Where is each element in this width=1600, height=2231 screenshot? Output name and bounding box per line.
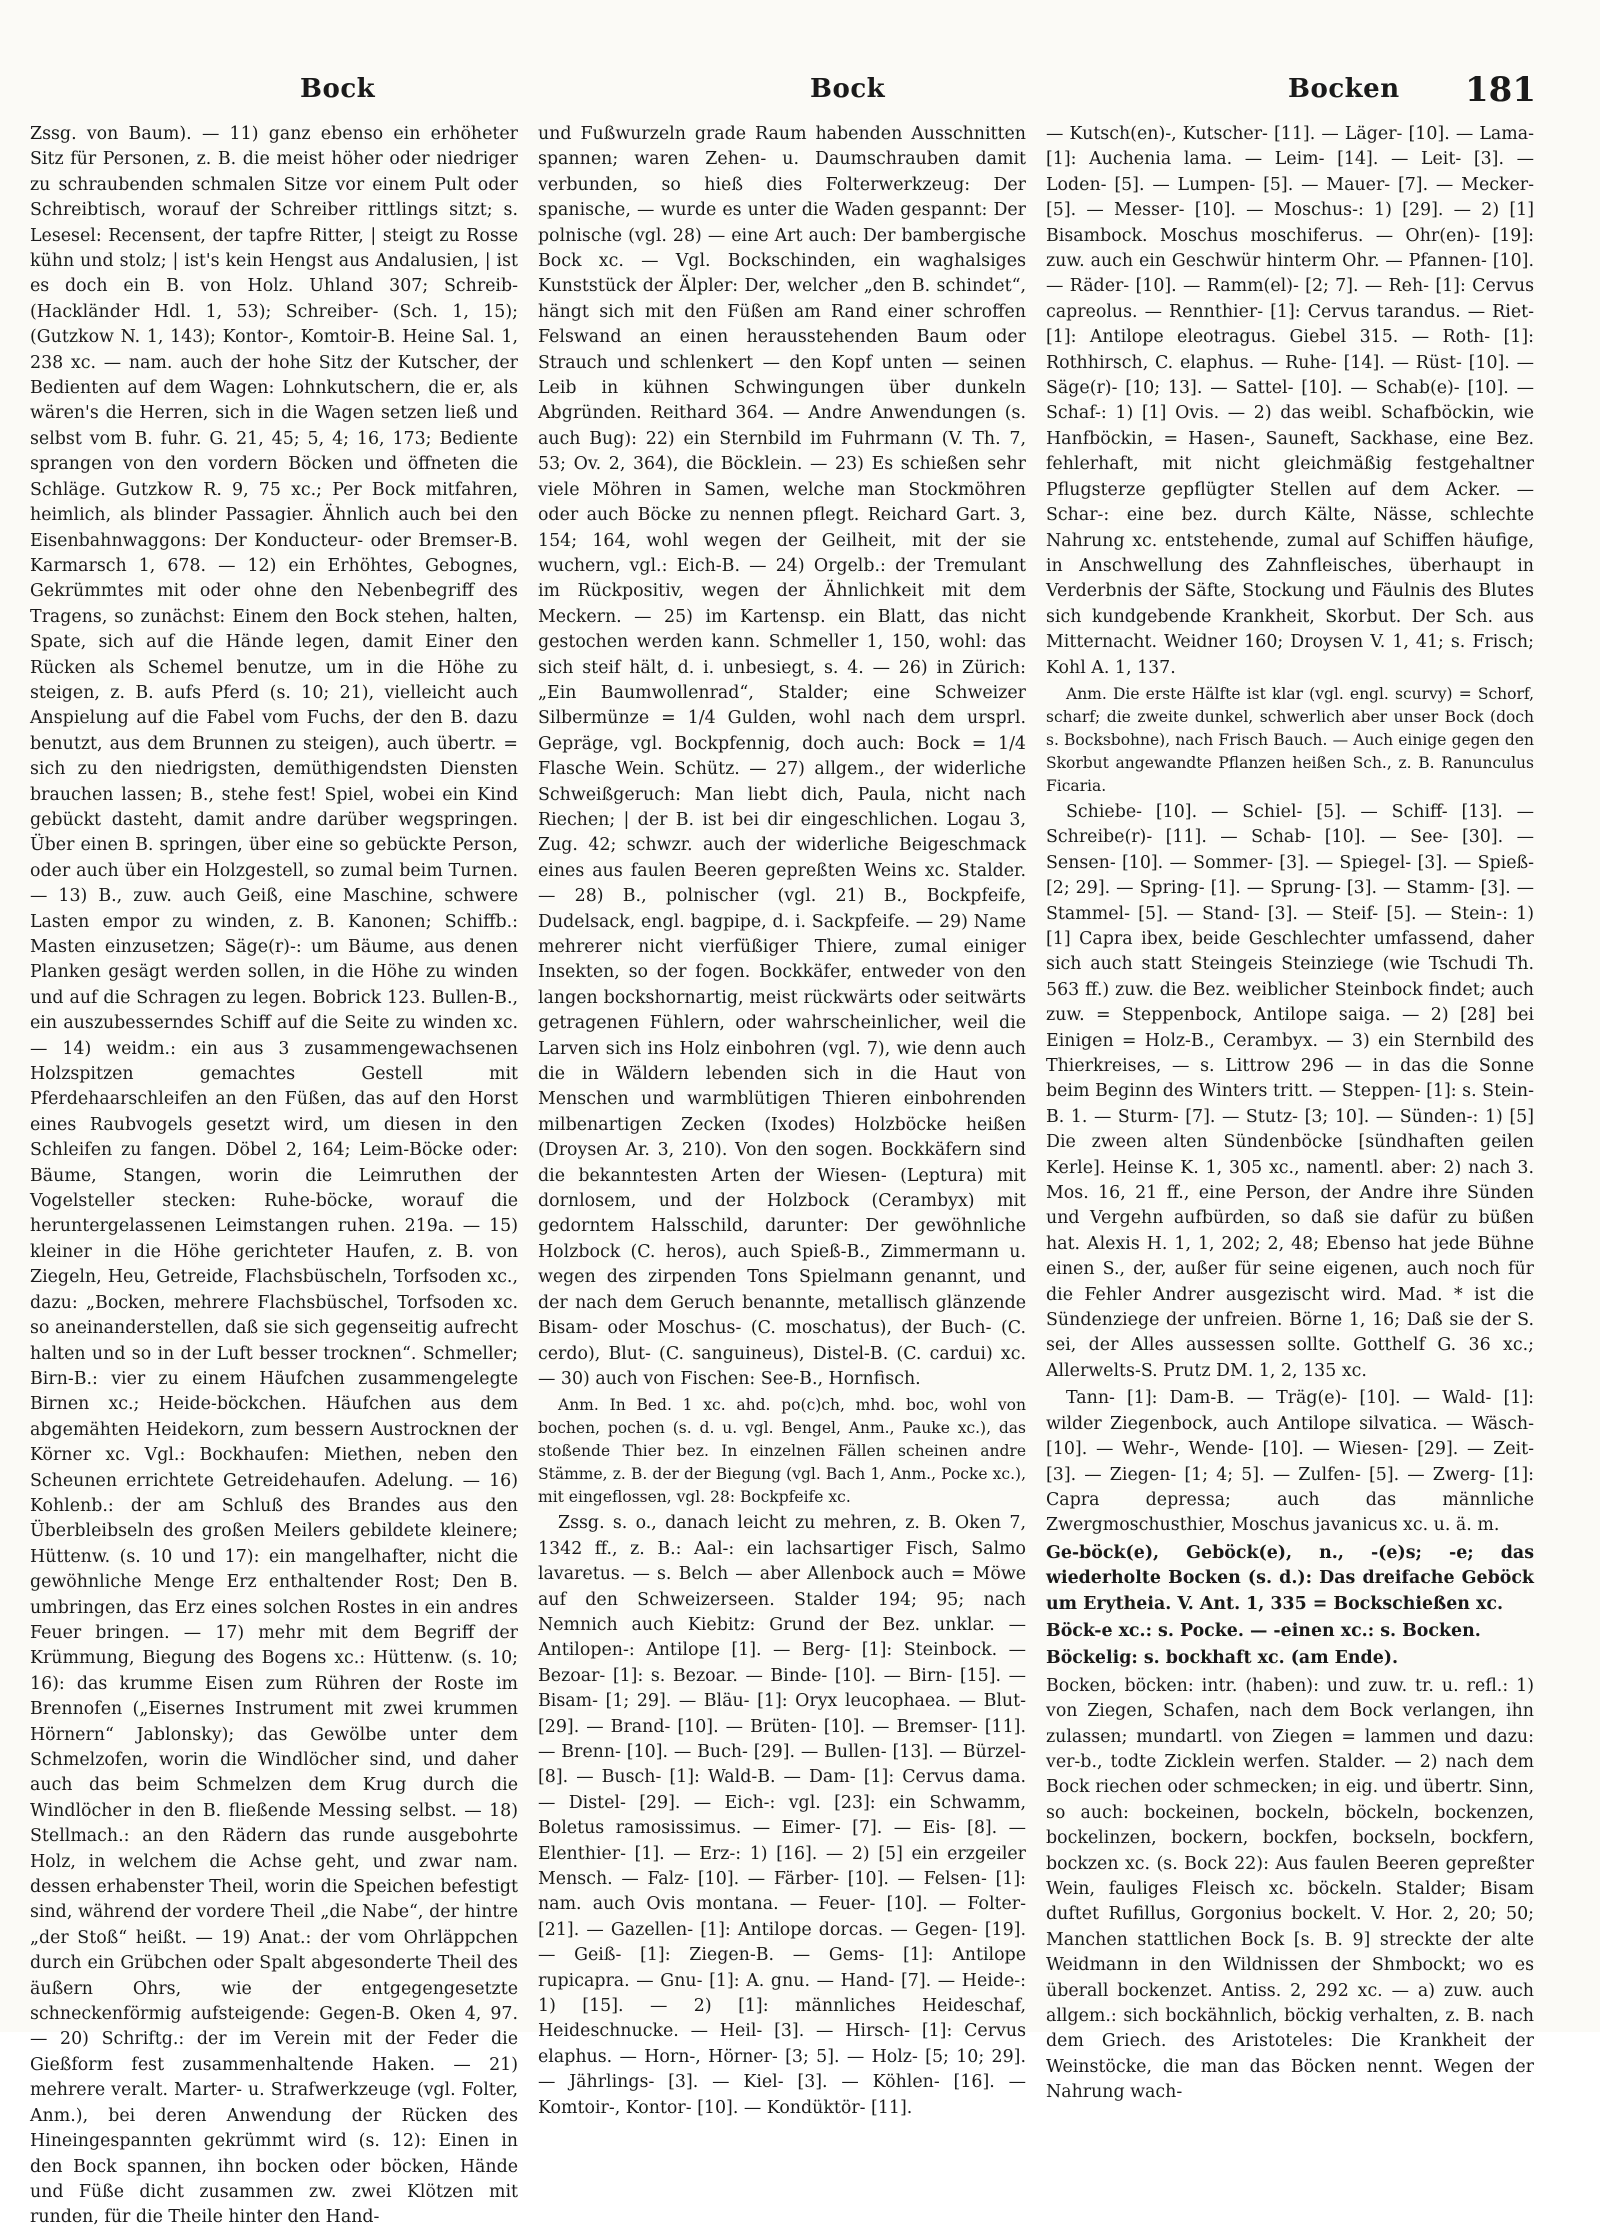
column-1-paragraph-1: Zssg. von Baum). — 11) ganz ebenso ein erhöheter Sitz für Personen, z. B. die meist höher oder niedriger zu schraubenden schmalen Sitze vor einem Pult oder Schreibtisch, worauf der Schreiber rittlings sitzt; s. Lesesel: Recensent, der tapfre Ritter, | steigt zu Rosse kühn und stolz; | ist's kein Hengst aus Andalusien, | ist es doch ein B. von Holz. Uhland 307; Schreib- (Hackländer Hdl. 1, 53); Schreiber- (Sch. 1, 15); (Gutzkow N. 1, 143); Kontor-, Komtoir-B. Heine Sal. 1, 238 xc. — nam. auch der hohe Sitz der Kutscher, der Bedienten auf dem Wagen: Lohnkutschern, die er, als wären's die Herren, sich in die Wagen setzen ließ und selbst vom B. fuhr. G. 21, 45; 5, 4; 16, 173; Bediente sprangen von den vordern Böcken und öffneten die Schläge. Gutzkow R. 9, 75 xc.; Per Bock mitfahren, heimlich, als blinder Passagier. Ähnlich auch bei den Eisenbahnwaggons: Der Konducteur- oder Bremser-B. Karmarsch 1, 678. — 12) ein Erhöhtes, Gebognes, Gekrümmtes mit oder ohne den Nebenbegriff des Tragens, so zunächst: Einem den Bock stehen, halten, Spate, sich auf die Hände legen, damit Einer den Rücken als Schemel benutze, um in die Höhe zu steigen, z. B. aufs Pferd (s. 10; 21), vielleicht auch Anspielung auf die Fabel vom Fuchs, der den B. dazu benutzt, aus dem Brunnen zu steigen), auch übertr. = sich zu den niedrigsten, demüthigendsten Diensten brauchen lassen; B., stehe fest! Spiel, wobei ein Kind gebückt dasteht, damit andre darüber wegspringen. Über einen B. springen, über eine so gebückte Person, oder auch über ein Holzgestell, so zumal beim Turnen. — 13) B., zuw. auch Geiß, eine Maschine, schwere Lasten empor zu winden, z. B. Kanonen; Schiffb.: Masten einzusetzen; Säge(r)-: um Bäume, aus denen Planken gesägt werden sollen, in die Höhe zu winden und auf die Schragen zu legen. Bobrick 123. Bullen-B., ein auszubesserndes Schiff auf die Seite zu winden xc. — 14) weidm.: ein aus 3 zusammengewachsenen Holzspitzen gemachtes Gestell mit Pferdehaarschleifen an den Füßen, das auf den Horst eines Raubvogels gesetzt wird, um diesen in den Schleifen zu fangen. Döbel 2, 164; Leim-Böcke oder: Bäume, Stangen, worin die Leimruthen der Vogelsteller stecken: Ruhe-böcke, worauf die heruntergelassenen Leimstangen ruhen. 219a. — 15) kleiner in die Höhe gerichteter Haufen, z. B. von Ziegeln, Heu, Getreide, Flachsbüscheln, Torfsoden xc., dazu: „Bocken, mehrere Flachsbüschel, Torfsoden xc. so aneinanderstellen, daß sie sich gegenseitig aufrecht halten und so in der Luft besser trocknen“. Schmeller; Birn-B.: vier zu einem Häufchen zusammengelegte Birnen xc.; Heide-böckchen. Häufchen aus dem abgemähten Heidekorn, zum bessern Austrocknen der Körner xc. Vgl.: Bockhaufen: Miethen, neben den Scheunen errichtete Getreidehaufen. Adelung. — 16) Kohlenb.: der am Schluß des Brandes aus den Überbleibseln des großen Meilers gebildete kleinere; Hüttenw. (s. 10 und 17): ein mangelhafter, nicht die gewöhnliche Menge Erz enthaltender Rost; Den B. umbringen, das Erz eines solchen Rostes in ein andres Feuer bringen. — 17) mehr mit dem Begriff der Krümmung, Biegung des Bogens xc.: Hüttenw. (s. 10; 16): das krumme Eisen zum Rühren der Roste im Brennofen („Eisernes Instrument mit zwei krummen Hörnern“ Jablonsky); das Gewölbe unter dem Schmelzofen, worin die Windlöcher sind, und daher auch das beim Schmelzen dem Krug durch die Windlöcher in den B. fließende Messing selbst. — 18) Stellmach.: an den Rädern das runde ausgebohrte Holz, in welchem die Achse geht, und zwar nam. dessen erhabenster Theil, worin die Speichen befestigt sind, während der vordere Theil „die Nabe“, der hintre „der Stoß“ heißt. — 19) Anat.: der vom Ohrläppchen durch ein Grübchen oder Spalt abgesonderte Theil des äußern Ohrs, wie der entgegengesetzte schneckenförmig aufsteigende: Gegen-B. Oken 4, 97. — 20) Schriftg.: der im Verein mit der Feder die Gießform fest zusammenhaltende Haken. — 21) mehrere veralt. Marter- u. Strafwerkzeuge (vgl. Folter, Anm.), bei deren Anwendung der Rücken des Hineingespannten gekrümmt wird (s. 12): Einen in den Bock spannen, ihn bocken oder böcken, Hände und Füße dicht zusammen zw. zwei Klötzen mit runden, für die Theile hinter den Hand-	[30, 124, 518, 2228]
column-3-annotation: Anm. Die erste Hälfte ist klar (vgl. engl. scurvy) = Schorf, scharf; die zweite dunkel, schwerlich aber unser Bock (doch s. Bocksbohne), nach Frisch Bauch. — Auch einige gegen den Skorbut angewandte Pflanzen heißen Sch., z. B. Ranunculus Ficaria.	[1046, 684, 1534, 795]
page-number: 181	[1465, 70, 1536, 110]
column-2-annotation: Anm. In Bed. 1 xc. ahd. po(c)ch, mhd. boc, wohl von bochen, pochen (s. d. u. vgl. Bengel, Anm., Pauke xc.), das stoßende Thier bez. In einzelnen Fällen scheinen andre Stämme, z. B. der der Biegung (vgl. Bach 1, Anm., Pocke xc.), mit eingeflossen, vgl. 28: Bockpfeife xc.	[538, 1396, 1026, 1507]
text-column-2	[538, 122, 1026, 2118]
column-3-compounds-end: Tann- [1]: Dam-B. — Träg(e)- [10]. — Wald- [1]: wilder Ziegenbock, auch Antilope silvatica. — Wäsch- [10]. — Wehr-, Wende- [10]. — Wiesen- [29]. — Zeit- [3]. — Ziegen- [1; 4; 5]. — Zulfen- [5]. — Zwerg- [1]: Capra depressa; auch das männliche Zwergmoschusthier, Moschus javanicus xc. u. ä. m.	[1046, 1388, 1534, 1536]
column-3-compounds: Schiebe- [10]. — Schiel- [5]. — Schiff- [13]. — Schreibe(r)- [11]. — Schab- [10]. — See- [30]. — Sensen- [10]. — Sommer- [3]. — Spiegel- [3]. — Spieß- [2; 29]. — Spring- [1]. — Sprung- [3]. — Stamm- [3]. — Stammel- [5]. — Stand- [3]. — Steif- [5]. — Stein-: 1) [1] Capra ibex, beide Geschlechter umfassend, daher sich auch statt Steingeis Steinziege (wie Tschudi Th. 563 ff.) zuw. die Bez. weiblicher Steinbock findet; auch zuw. = Steppenbock, Antilope saiga. — 2) [28] bei Einigen = Holz-B., Cerambyx. — 3) ein Sternbild des Thierkreises, — s. Littrow 296 — in das die Sonne beim Beginn des Winters tritt. — Steppen- [1]: s. Stein-B. 1. — Sturm- [7]. — Stutz- [3; 10]. — Sünden-: 1) [5] Die zween alten Sündenböcke [sündhaften geilen Kerle]. Heinse K. 1, 305 xc., namentl. aber: 2) nach 3. Mos. 16, 21 ff., eine Person, der Andre ihre Sünden und Vergehn aufbürden, so daß sie dafür zu büßen hat. Alexis H. 1, 1, 202; 2, 48; Ebenso hat jede Bühne einen S., der, außer für seine eigenen, auch noch für die Fehler Andrer ausgezischt wird. Mad. * ist die Sündenziege der unfreien. Börne 1, 16; Daß sie der S. sei, der Alles aussessen sollte. Gotthelf G. 36 xc.; Allerwelts-S. Prutz DM. 1, 2, 135 xc.	[1046, 801, 1534, 1381]
entry-boeckelig: Böckelig: s. bockhaft xc. (am Ende).	[1046, 1648, 1399, 1669]
column-2-compounds: Zssg. s. o., danach leicht zu mehren, z. B. Oken 7, 1342 ff., z. B.: Aal-: ein lachsartiger Fisch, Salmo lavaretus. — s. Belch — aber Allenbock auch = Möwe auf den Schweizerseen. Stalder 194; 95; nach Nemnich auch Kiebitz: Grund der Bez. unklar. — Antilopen-: Antilope [1]. — Berg- [1]: Steinbock. — Bezoar- [1]: s. Bezoar. — Binde- [10]. — Birn- [15]. — Bisam- [1; 29]. — Bläu- [1]: Oryx leucophaea. — Blut- [29]. — Brand- [10]. — Brüten- [10]. — Bremser- [11]. — Brenn- [10]. — Buch- [29]. — Bullen- [13]. — Bürzel- [8]. — Busch- [1]: Wald-B. — Dam- [1]: Cervus dama. — Distel- [29]. — Eich-: vgl. [23]: ein Schwamm, Boletus ramosissimus. — Eimer- [7]. — Eis- [8]. — Elenthier- [1]. — Erz-: 1) [16]. — 2) [5] ein erzgeiler Mensch. — Falz- [10]. — Färber- [10]. — Felsen- [1]: nam. auch Ovis montana. — Feuer- [10]. — Folter- [21]. — Gazellen- [1]: Antilope dorcas. — Gegen- [19]. — Geiß- [1]: Ziegen-B. — Gems- [1]: Antilope rupicapra. — Gnu- [1]: A. gnu. — Hand- [7]. — Heide-: 1) [15]. — 2) [1]: männliches Heideschaf, Heideschnucke. — Heil- [3]. — Hirsch- [1]: Cervus elaphus. — Horn-, Hörner- [3; 5]. — Holz- [5; 10; 29]. — Jährlings- [3]. — Kiel- [3]. — Köhlen- [16]. — Komtoir-, Kontor- [10]. — Kondüktör- [11].	[538, 1513, 1026, 2118]
header-right-catchword: Bocken	[1288, 74, 1400, 104]
text-column-3	[1046, 122, 1534, 2103]
column-2-paragraph-1: und Fußwurzeln grade Raum habenden Ausschnitten spannen; waren Zehen- u. Daumschrauben damit verbunden, so hieß dies Folterwerkzeug: Der spanische, — wurde es unter die Waden gespannt: Der polnische (vgl. 28) — eine Art auch: Der bambergische Bock xc. — Vgl. Bockschinden, ein waghalsiges Kunststück der Älpler: Der, welcher „den B. schindet“, hängt sich mit den Füßen am Rand einer schroffen Felswand an einen herausstehenden Baum oder Strauch und schlenkert — den Kopf unten — seinen Leib in kühnen Schwingungen über dunkeln Abgründen. Reithard 364. — Andre Anwendungen (s. auch Bug): 22) ein Sternbild im Fuhrmann (V. Th. 7, 53; Ov. 2, 364), die Böcklein. — 23) Es schießen sehr viele Möhren in Samen, welche man Stockmöhren oder auch Böcke zu nennen pflegt. Reichard Gart. 3, 154; 164, wohl wegen der Geilheit, mit der sie wuchern, vgl.: Eich-B. — 24) Orgelb.: der Tremulant im Rückpositiv, wegen der Ähnlichkeit mit dem Meckern. — 25) im Kartensp. ein Blatt, das nicht gestochen werden kann. Schmeller 1, 150, wohl: das sich steif hält, d. i. unbesiegt, s. 4. — 26) in Zürich: „Ein Baumwollenrad“, Stalder; eine Schweizer Silbermünze = 1/4 Gulden, wohl nach dem ursprl. Gepräge, vgl. Bockpfennig, doch auch: Bock = 1/4 Flasche Wein. Schütz. — 27) allgem., der widerliche Schweißgeruch: Man liebt dich, Paula, nicht nach Riechen; | der B. ist bei dir eingeschlichen. Logau 3, Zug. 42; schwzr. auch der widerliche Beigeschmack eines aus faulen Beeren gepreßten Weins xc. Stalder. — 28) B., polnischer (vgl. 21) B., Bockpfeife, Dudelsack, engl. bagpipe, d. i. Sackpfeife. — 29) Name mehrerer nicht vierfüßiger Thiere, zumal einiger Insekten, so der fogen. Bockkäfer, entweder von den langen bockshornartig, meist rückwärts oder seitwärts getragenen Fühlern, oder wahrscheinlicher, weil die Larven sich ins Holz einbohren (vgl. 7), wie denn auch die in Wäldern lebenden sich in die Haut von Menschen und warmblütigen Thieren einbohrenden milbenartigen Zecken (Ixodes) Holzböcke heißen (Droysen Ar. 3, 210). Von den sogen. Bockkäfern sind die bekanntesten Arten der Wiesen- (Leptura) mit dornlosem, und der Holzbock (Cerambyx) mit gedorntem Halsschild, darunter: Der gewöhnliche Holzbock (C. heros), auch Spieß-B., Zimmermann u. wegen des zirpenden Tons Spielmann genannt, und der nach dem Geruch benannte, metallisch glänzende Bisam- oder Moschus- (C. moschatus), der Buch- (C. cerdo), Blut- (C. sanguineus), Distel-B. (C. cardui) xc. — 30) auch von Fischen: See-B., Hornfisch.	[538, 124, 1026, 1389]
header-left-catchword: Bock	[300, 74, 376, 104]
column-3-paragraph-1: — Kutsch(en)-, Kutscher- [11]. — Läger- [10]. — Lama- [1]: Auchenia lama. — Leim- [14]. — Leit- [3]. — Loden- [5]. — Lumpen- [5]. — Mauer- [7]. — Mecker- [5]. — Messer- [10]. — Moschus-: 1) [29]. — 2) [1] Bisambock. Moschus moschiferus. — Ohr(en)- [19]: zuw. auch ein Geschwür hinterm Ohr. — Pfannen- [10]. — Räder- [10]. — Ramm(el)- [2; 7]. — Reh- [1]: Cervus capreolus. — Rennthier- [1]: Cervus tarandus. — Riet- [1]: Antilope eleotragus. Giebel 315. — Roth- [1]: Rothhirsch, C. elaphus. — Ruhe- [14]. — Rüst- [10]. — Säge(r)- [10; 13]. — Sattel- [10]. — Schab(e)- [10]. — Schaf-: 1) [1] Ovis. — 2) das weibl. Schafböckin, wie Hanfböckin, = Hasen-, Sauneft, Sackhase, eine Bez. fehlerhaft, mit nicht gleichmäßig festgehaltner Pflugsterze gepflügter Stellen auf dem Acker. — Schar-: eine bez. durch Kälte, Nässe, schlechte Nahrung xc. entstehende, zumal auf Schiffen häufige, in Anschwellung des Zahnfleisches, überhaupt in Verderbnis der Säfte, Stockung und Fäulnis des Blutes sich kundgebende Krankheit, Skorbut. Der Sch. aus Mitternacht. Weidner 160; Droysen V. 1, 41; s. Frisch; Kohl A. 1, 137.	[1046, 124, 1534, 678]
page-header	[40, 70, 1560, 110]
header-middle-catchword: Bock	[810, 74, 886, 104]
entry-boeck: Böck-e xc.: s. Pocke. — -einen xc.: s. Bocken.	[1046, 1620, 1481, 1641]
entry-bocken: Bocken, böcken: intr. (haben): und zuw. tr. u. refl.: 1) von Ziegen, Schafen, nach dem Bock verlangen, ihn zulassen; mundartl. von Ziegen = lammen und dazu: ver-b., todte Zicklein werfen. Stalder. — 2) nach dem Bock riechen oder schmecken; in eig. und übertr. Sinn, so auch: bockeinen, bockeln, böckeln, bockenzen, bockelinzen, bockern, bockfen, bockseln, bockfern, bockzen xc. (s. Bock 22): Aus faulen Beeren gepreßter Wein, fauliges Fleisch xc. böckeln. Stalder; Bisam duftet Rufillus, Gorgonius bockelt. V. Hor. 2, 20; 50; Manchen stattlichen Bock [s. B. 9] streckte der alte Weidmann in den Wildnissen der Shmbockt; wo es überall bockenzet. Antiss. 2, 292 xc. — a) zuw. auch allgem.: sich bockähnlich, böckig verhalten, z. B. nach dem Griech. des Aristoteles: Die Krankheit der Weinstöcke, die man das Böcken nennt. Wegen der Nahrung wach-	[1046, 1675, 1534, 2103]
entry-geboeck: Ge-böck(e), Geböck(e), n., -(e)s; -e; das wiederholte Bocken (s. d.): Das dreifache Geböck um Erytheia. V. Ant. 1, 335 = Bockschießen xc.	[1046, 1542, 1534, 1614]
text-column-1	[30, 122, 518, 2228]
